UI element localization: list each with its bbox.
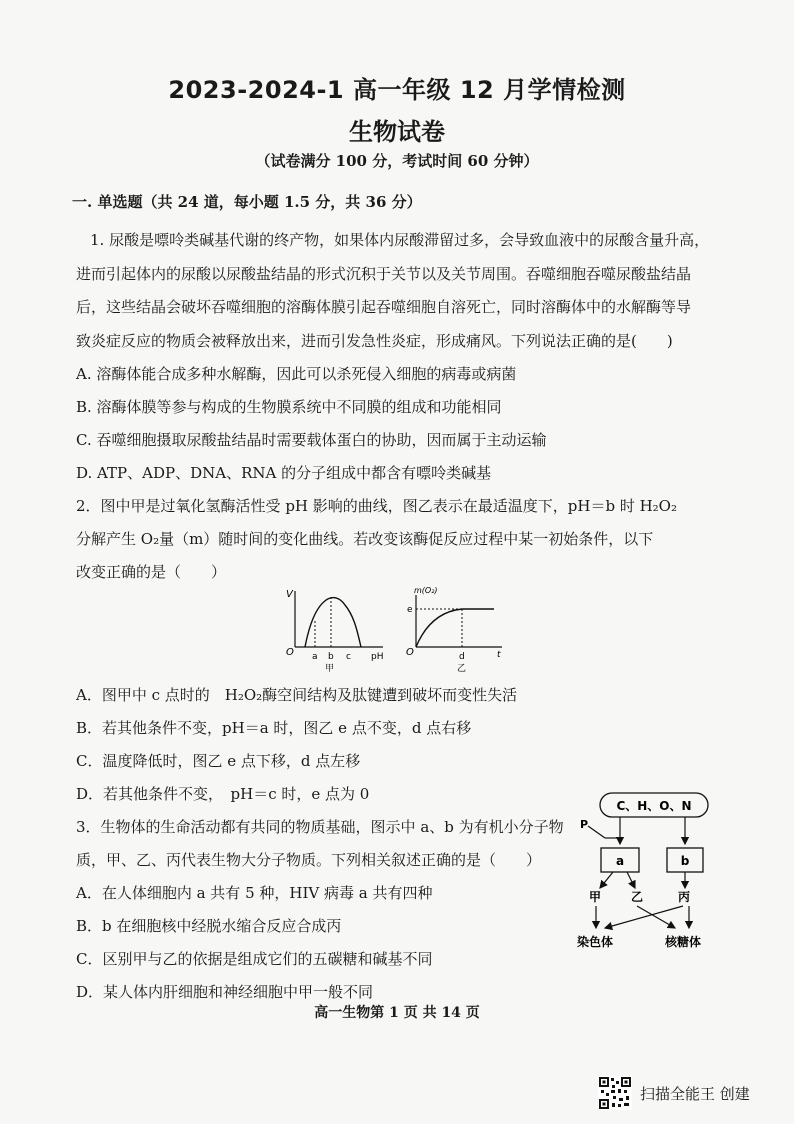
a-label: a: [615, 854, 625, 868]
q3-option-a: A．在人体细胞内 a 共有 5 种，HIV 病毒 a 共有四种: [76, 884, 433, 902]
jia-caption: 甲: [325, 664, 335, 674]
jia-y-label: V: [286, 589, 293, 600]
jia-x-label: pH: [371, 652, 384, 662]
qr-code-icon: [598, 1076, 632, 1110]
yi-origin: O: [406, 647, 414, 658]
q3-option-d: D．某人体内肝细胞和神经细胞中甲一般不同: [76, 983, 374, 1001]
q1-option-a: A. 溶酶体能合成多种水解酶，因此可以杀死侵入细胞的病毒或病菌: [76, 365, 517, 383]
scanner-text: 扫描全能王 创建: [640, 1084, 750, 1103]
q2-option-d: D．若其他条件不变， pH＝c 时，e 点为 0: [76, 785, 370, 803]
bing-label: 丙: [678, 890, 691, 904]
graph-yi: [402, 585, 512, 675]
q3-option-b: B．b 在细胞核中经脱水缩合反应合成丙: [76, 917, 342, 935]
graph-jia: [283, 585, 393, 675]
jia-label: 甲: [589, 890, 602, 904]
yi-x-label: t: [497, 650, 501, 660]
yi-label: 乙: [631, 890, 644, 904]
yi-y-label: m(O₂): [414, 586, 438, 595]
q1-line-4: 致炎症反应的物质会被释放出来，进而引发急性炎症，形成痛风。下列说法正确的是( ): [76, 332, 673, 350]
arrow-a-to-jia: [600, 872, 613, 888]
exam-info: （试卷满分 100 分，考试时间 60 分钟）: [255, 152, 539, 170]
q2-option-b: B．若其他条件不变，pH＝a 时，图乙 e 点不变，d 点右移: [76, 719, 472, 737]
jia-tick-a: a: [312, 652, 318, 662]
subject-title: 生物试卷: [349, 118, 445, 146]
q1-line-2: 进而引起体内的尿酸以尿酸盐结晶的形式沉积于关节以及关节周围。吞噬细胞吞噬尿酸盐结晶: [76, 265, 692, 283]
q1-line-1: 1. 尿酸是嘌呤类碱基代谢的终产物，如果体内尿酸滞留过多，会导致血液中的尿酸含量升高，: [90, 231, 710, 249]
exam-title: 2023-2024-1 高一年级 12 月学情检测: [168, 76, 626, 104]
arrow-bing-to-chromosome: [605, 906, 683, 928]
q3-option-c: C．区别甲与乙的依据是组成它们的五碳糖和碱基不同: [76, 950, 433, 968]
q1-option-b: B. 溶酶体膜等参与构成的生物膜系统中不同膜的组成和功能相同: [76, 398, 502, 416]
q3-line-2: 质，甲、乙、丙代表生物大分子物质。下列相关叙述正确的是（ ）: [76, 851, 542, 869]
p-label: P: [580, 818, 589, 831]
yi-caption: 乙: [457, 664, 467, 674]
q3-line-1: 3．生物体的生命活动都有共同的物质基础，图示中 a、b 为有机小分子物: [76, 818, 564, 836]
jia-tick-c: c: [346, 652, 351, 662]
page-footer: 高一生物第 1 页 共 14 页: [314, 1005, 480, 1021]
yi-d-label: d: [459, 652, 465, 662]
section-heading: 一. 单选题（共 24 道，每小题 1.5 分，共 36 分）: [72, 193, 422, 211]
arrow-a-to-yi: [627, 872, 635, 888]
jia-tick-b: b: [328, 652, 334, 662]
chromosome-label: 染色体: [577, 935, 614, 949]
q2-line-3: 改变正确的是（ ）: [76, 563, 227, 581]
b-label: b: [680, 854, 690, 868]
yi-curve: [416, 609, 494, 647]
ribosome-label: 核糖体: [665, 935, 702, 949]
q1-option-c: C. 吞噬细胞摄取尿酸盐结晶时需要载体蛋白的协助，因而属于主动运输: [76, 431, 547, 449]
p-line: [588, 826, 605, 838]
q1-line-3: 后，这些结晶会破坏吞噬细胞的溶酶体膜引起吞噬细胞自溶死亡，同时溶酶体中的水解酶等导: [76, 298, 692, 316]
q2-option-c: C．温度降低时，图乙 e 点下移，d 点左移: [76, 752, 361, 770]
q2-line-1: 2．图中甲是过氧化氢酶活性受 pH 影响的曲线，图乙表示在最适温度下，pH＝b 时 H₂O₂: [76, 497, 677, 515]
jia-origin: O: [286, 647, 294, 658]
jia-curve: [305, 598, 361, 647]
q3-diagram: [575, 788, 725, 958]
q2-line-2: 分解产生 O₂量（m）随时间的变化曲线。若改变该酶促反应过程中某一初始条件，以下: [76, 530, 654, 548]
q2-option-a: A．图甲中 c 点时的 H₂O₂酶空间结构及肽键遭到破坏而变性失活: [76, 686, 518, 704]
scanner-watermark: [598, 1076, 750, 1110]
elements-label: C、H、O、N: [616, 799, 692, 813]
q1-option-d: D. ATP、ADP、DNA、RNA 的分子组成中都含有嘌呤类碱基: [76, 464, 492, 482]
yi-e-label: e: [407, 605, 413, 615]
